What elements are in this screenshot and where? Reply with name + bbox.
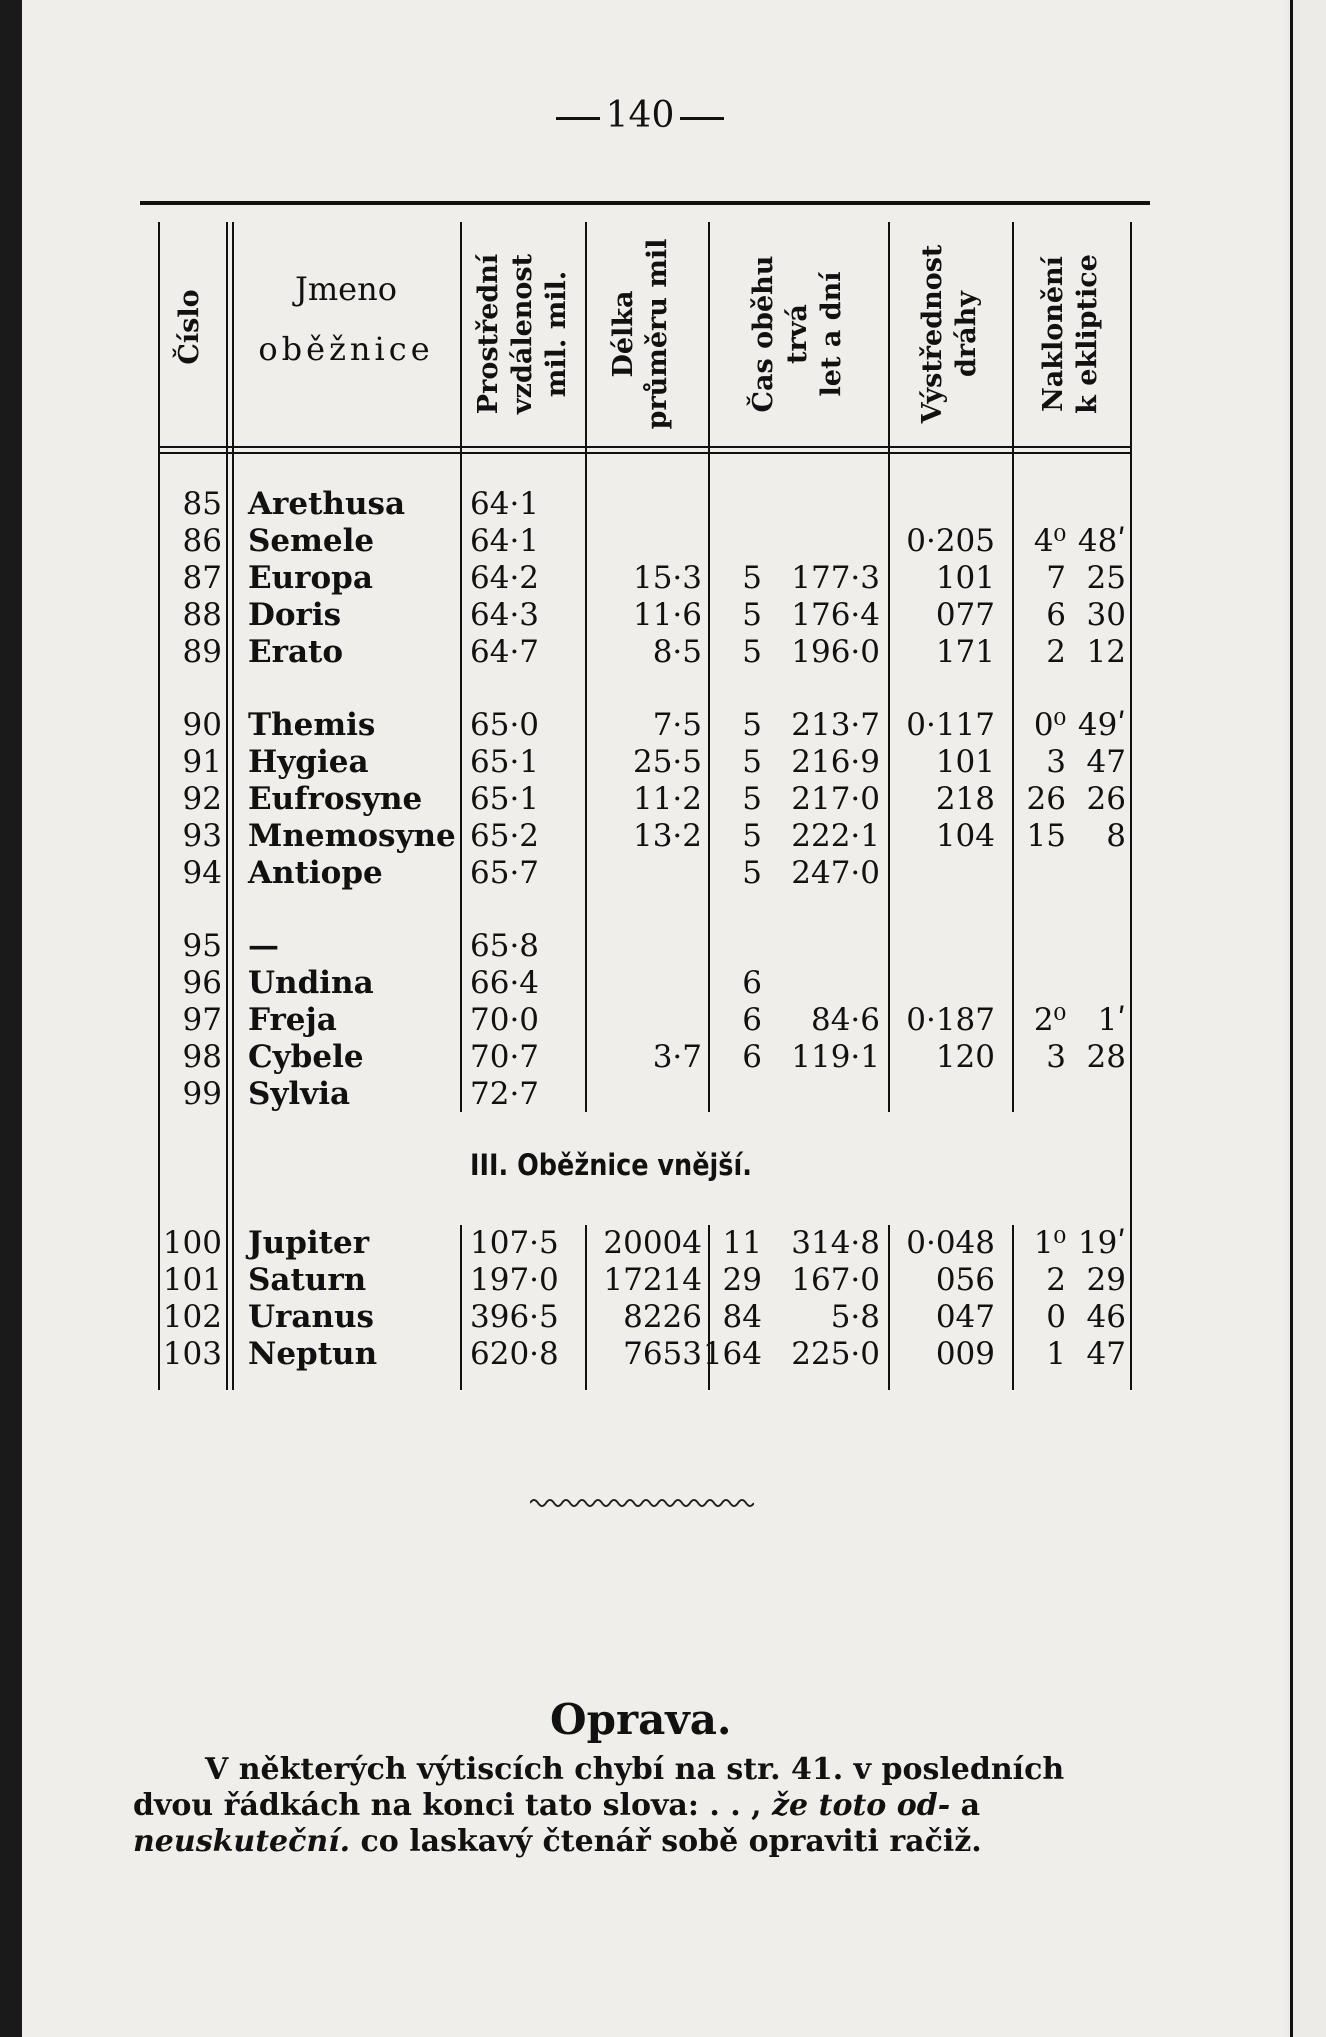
table-row bbox=[0, 818, 1140, 855]
cell-name: Cybele bbox=[248, 1039, 364, 1075]
cell-dist: 64·7 bbox=[470, 634, 540, 670]
cell-incl-deg: 15 bbox=[1026, 818, 1066, 854]
header-cas-3: let a dní bbox=[816, 271, 847, 397]
oprava-line-2 bbox=[133, 1788, 980, 1823]
cell-incl-deg: 3 bbox=[1046, 744, 1066, 780]
cell-ecc: 104 bbox=[935, 818, 995, 854]
cell-dist: 620·8 bbox=[470, 1336, 559, 1372]
oprava-line-2b: že toto od- bbox=[772, 1788, 951, 1823]
header-vystrednost bbox=[916, 229, 984, 439]
cell-no: 90 bbox=[182, 707, 222, 743]
cell-diam: 15·3 bbox=[632, 560, 702, 596]
cell-days: 247·0 bbox=[791, 855, 880, 891]
header-cas-2: trvá bbox=[782, 304, 813, 364]
table-row bbox=[0, 1336, 1140, 1373]
cell-name: Eufrosyne bbox=[248, 781, 423, 817]
table-row bbox=[0, 1039, 1140, 1076]
cell-years: 5 bbox=[742, 744, 762, 780]
cell-diam: 25·5 bbox=[632, 744, 702, 780]
page-number-text: 140 bbox=[605, 95, 675, 136]
cell-ecc: 009 bbox=[935, 1336, 995, 1372]
cell-incl-min: 26 bbox=[1086, 781, 1126, 817]
cell-ecc: 047 bbox=[935, 1299, 995, 1335]
cell-days: 5·8 bbox=[830, 1299, 880, 1335]
cell-years: 5 bbox=[742, 597, 762, 633]
cell-ecc: 056 bbox=[935, 1262, 995, 1298]
cell-years: 6 bbox=[742, 1039, 762, 1075]
cell-name: Undina bbox=[248, 965, 374, 1001]
cell-incl-deg: 2 bbox=[1046, 634, 1066, 670]
cell-dist: 65·1 bbox=[470, 744, 540, 780]
cell-incl-deg: 0 bbox=[1046, 1299, 1066, 1335]
page-binding-line bbox=[1290, 0, 1293, 2037]
table-row bbox=[0, 855, 1140, 892]
header-naklon-1: Naklonění bbox=[1038, 256, 1069, 412]
header-vystrednost-2: dráhy bbox=[951, 291, 982, 377]
cell-days: 213·7 bbox=[791, 707, 880, 743]
cell-days: 314·8 bbox=[791, 1225, 880, 1261]
header-vzdalenost-2: vzdálenost bbox=[507, 253, 538, 415]
cell-incl-deg: 7 bbox=[1046, 560, 1066, 596]
table-row bbox=[0, 928, 1140, 965]
cell-name: Themis bbox=[248, 707, 376, 743]
cell-no: 103 bbox=[162, 1336, 222, 1372]
cell-dist: 107·5 bbox=[470, 1225, 559, 1261]
cell-incl-min: 49ʹ bbox=[1077, 707, 1126, 743]
header-delka-2: průměru mil bbox=[642, 238, 673, 430]
cell-diam: 7·5 bbox=[652, 707, 702, 743]
cell-incl-deg: 0⁰ bbox=[1033, 707, 1066, 743]
cell-dist: 64·2 bbox=[470, 560, 540, 596]
header-delka-1: Délka bbox=[608, 290, 639, 378]
table-row bbox=[0, 781, 1140, 818]
cell-years: 84 bbox=[722, 1299, 762, 1335]
cell-diam: 11·2 bbox=[632, 781, 702, 817]
cell-ecc: 101 bbox=[935, 560, 995, 596]
cell-no: 99 bbox=[182, 1076, 222, 1112]
oprava-line-1: V některých výtiscích chybí na str. 41. v posledních bbox=[205, 1752, 1065, 1787]
cell-no: 86 bbox=[182, 523, 222, 559]
header-vzdalenost-1: Prostřední bbox=[473, 253, 504, 415]
header-jmeno-2: oběžnice bbox=[258, 330, 434, 368]
cell-years: 5 bbox=[742, 781, 762, 817]
cell-dist: 197·0 bbox=[470, 1262, 559, 1298]
table-row bbox=[0, 1002, 1140, 1039]
cell-diam: 17214 bbox=[603, 1262, 702, 1298]
header-cas-1: Čas oběhu bbox=[748, 255, 779, 413]
cell-days: 222·1 bbox=[791, 818, 880, 854]
cell-days: 217·0 bbox=[791, 781, 880, 817]
table-row bbox=[0, 634, 1140, 671]
cell-diam: 20004 bbox=[603, 1225, 702, 1261]
cell-incl-min: 8 bbox=[1106, 818, 1126, 854]
oprava-line-2c: a bbox=[950, 1788, 981, 1823]
header-vzdalenost bbox=[472, 229, 574, 439]
table-row bbox=[0, 965, 1140, 1002]
cell-diam: 13·2 bbox=[632, 818, 702, 854]
cell-no: 93 bbox=[182, 818, 222, 854]
cell-dist: 65·8 bbox=[470, 928, 540, 964]
cell-years: 5 bbox=[742, 707, 762, 743]
table-row bbox=[0, 1225, 1140, 1262]
cell-diam: 7653 bbox=[623, 1336, 702, 1372]
header-jmeno bbox=[236, 270, 456, 368]
table-row bbox=[0, 560, 1140, 597]
cell-name: Hygiea bbox=[248, 744, 369, 780]
cell-incl-deg: 2 bbox=[1046, 1262, 1066, 1298]
top-rule bbox=[140, 201, 1150, 205]
header-cislo bbox=[173, 237, 207, 417]
cell-name: Saturn bbox=[248, 1262, 367, 1298]
cell-dist: 396·5 bbox=[470, 1299, 559, 1335]
oprava-line-3a: neuskuteční. bbox=[133, 1824, 351, 1859]
cell-name: Uranus bbox=[248, 1299, 374, 1335]
cell-ecc: 0·205 bbox=[906, 523, 995, 559]
section-title: III. Oběžnice vnější. bbox=[470, 1148, 752, 1182]
cell-ecc: 120 bbox=[935, 1039, 995, 1075]
header-rule-2 bbox=[158, 452, 1130, 454]
cell-ecc: 077 bbox=[935, 597, 995, 633]
cell-diam: 3·7 bbox=[652, 1039, 702, 1075]
cell-incl-min: 29 bbox=[1086, 1262, 1126, 1298]
cell-days: 196·0 bbox=[791, 634, 880, 670]
header-naklon bbox=[1037, 229, 1105, 439]
cell-days: 84·6 bbox=[810, 1002, 880, 1038]
cell-years: 5 bbox=[742, 634, 762, 670]
dash-right bbox=[680, 117, 724, 120]
oprava-line-3b: co laskavý čtenář sobě opraviti račiž. bbox=[350, 1824, 982, 1859]
table-row bbox=[0, 523, 1140, 560]
cell-incl-deg: 2⁰ bbox=[1033, 1002, 1066, 1038]
oprava-title: Oprava. bbox=[550, 1695, 732, 1744]
cell-ecc: 0·048 bbox=[906, 1225, 995, 1261]
cell-dist: 65·2 bbox=[470, 818, 540, 854]
cell-name: Europa bbox=[248, 560, 373, 596]
cell-days: 225·0 bbox=[791, 1336, 880, 1372]
table-row bbox=[0, 744, 1140, 781]
cell-name: — bbox=[248, 928, 279, 964]
cell-incl-deg: 3 bbox=[1046, 1039, 1066, 1075]
table-row bbox=[0, 486, 1140, 523]
cell-no: 96 bbox=[182, 965, 222, 1001]
cell-no: 102 bbox=[162, 1299, 222, 1335]
cell-dist: 70·7 bbox=[470, 1039, 540, 1075]
dash-left bbox=[556, 117, 600, 120]
cell-incl-min: 46 bbox=[1086, 1299, 1126, 1335]
cell-dist: 64·1 bbox=[470, 523, 540, 559]
cell-years: 164 bbox=[702, 1336, 762, 1372]
table-row bbox=[0, 1076, 1140, 1113]
cell-incl-min: 30 bbox=[1086, 597, 1126, 633]
cell-diam: 8·5 bbox=[652, 634, 702, 670]
cell-dist: 65·0 bbox=[470, 707, 540, 743]
header-vzdalenost-3: mil. mil. bbox=[541, 270, 572, 398]
cell-incl-min: 47 bbox=[1086, 744, 1126, 780]
header-delka bbox=[607, 229, 675, 439]
cell-no: 92 bbox=[182, 781, 222, 817]
cell-incl-min: 47 bbox=[1086, 1336, 1126, 1372]
wavy-divider bbox=[530, 1496, 754, 1510]
cell-years: 29 bbox=[722, 1262, 762, 1298]
cell-incl-min: 28 bbox=[1086, 1039, 1126, 1075]
header-cas bbox=[747, 229, 849, 439]
cell-ecc: 0·187 bbox=[906, 1002, 995, 1038]
cell-name: Arethusa bbox=[248, 486, 406, 522]
cell-years: 5 bbox=[742, 818, 762, 854]
cell-dist: 64·1 bbox=[470, 486, 540, 522]
cell-years: 5 bbox=[742, 855, 762, 891]
oprava-line-2a: dvou řádkách na konci tato slova: . . , bbox=[133, 1788, 773, 1823]
cell-days: 176·4 bbox=[791, 597, 880, 633]
cell-name: Mnemosyne bbox=[248, 818, 456, 854]
cell-name: Erato bbox=[248, 634, 344, 670]
cell-ecc: 101 bbox=[935, 744, 995, 780]
header-rule bbox=[158, 446, 1130, 448]
cell-incl-deg: 6 bbox=[1046, 597, 1066, 633]
cell-name: Sylvia bbox=[248, 1076, 351, 1112]
oprava-line-3 bbox=[133, 1824, 982, 1859]
cell-no: 89 bbox=[182, 634, 222, 670]
cell-no: 85 bbox=[182, 486, 222, 522]
cell-dist: 70·0 bbox=[470, 1002, 540, 1038]
table-row bbox=[0, 1262, 1140, 1299]
cell-days: 167·0 bbox=[791, 1262, 880, 1298]
cell-no: 98 bbox=[182, 1039, 222, 1075]
header-vystrednost-1: Výstřednost bbox=[917, 244, 948, 424]
cell-days: 119·1 bbox=[791, 1039, 880, 1075]
cell-incl-min: 12 bbox=[1086, 634, 1126, 670]
cell-no: 95 bbox=[182, 928, 222, 964]
cell-dist: 65·7 bbox=[470, 855, 540, 891]
cell-years: 6 bbox=[742, 965, 762, 1001]
cell-dist: 72·7 bbox=[470, 1076, 540, 1112]
cell-no: 101 bbox=[162, 1262, 222, 1298]
cell-name: Semele bbox=[248, 523, 375, 559]
cell-years: 6 bbox=[742, 1002, 762, 1038]
cell-name: Freja bbox=[248, 1002, 337, 1038]
cell-ecc: 218 bbox=[935, 781, 995, 817]
cell-years: 11 bbox=[722, 1225, 762, 1261]
cell-dist: 65·1 bbox=[470, 781, 540, 817]
cell-days: 216·9 bbox=[791, 744, 880, 780]
cell-days: 177·3 bbox=[791, 560, 880, 596]
cell-ecc: 171 bbox=[935, 634, 995, 670]
table-row bbox=[0, 707, 1140, 744]
cell-dist: 66·4 bbox=[470, 965, 540, 1001]
cell-name: Neptun bbox=[248, 1336, 378, 1372]
cell-incl-min: 19ʹ bbox=[1077, 1225, 1126, 1261]
cell-ecc: 0·117 bbox=[906, 707, 995, 743]
cell-no: 97 bbox=[182, 1002, 222, 1038]
cell-incl-deg: 1 bbox=[1046, 1336, 1066, 1372]
cell-incl-deg: 1⁰ bbox=[1033, 1225, 1066, 1261]
cell-no: 88 bbox=[182, 597, 222, 633]
table-row bbox=[0, 597, 1140, 634]
cell-no: 94 bbox=[182, 855, 222, 891]
cell-no: 100 bbox=[162, 1225, 222, 1261]
cell-incl-min: 1ʹ bbox=[1097, 1002, 1126, 1038]
header-naklon-2: k ekliptice bbox=[1072, 254, 1103, 414]
cell-no: 87 bbox=[182, 560, 222, 596]
cell-years: 5 bbox=[742, 560, 762, 596]
cell-incl-min: 25 bbox=[1086, 560, 1126, 596]
page-number bbox=[540, 95, 740, 136]
cell-name: Antiope bbox=[248, 855, 383, 891]
header-cislo-text: Číslo bbox=[174, 289, 205, 365]
cell-name: Jupiter bbox=[248, 1225, 370, 1261]
cell-incl-deg: 4⁰ bbox=[1033, 523, 1066, 559]
table-row bbox=[0, 1299, 1140, 1336]
cell-incl-deg: 26 bbox=[1026, 781, 1066, 817]
cell-no: 91 bbox=[182, 744, 222, 780]
header-jmeno-1: Jmeno bbox=[295, 270, 397, 308]
cell-diam: 11·6 bbox=[632, 597, 702, 633]
cell-name: Doris bbox=[248, 597, 342, 633]
cell-incl-min: 48ʹ bbox=[1077, 523, 1126, 559]
cell-dist: 64·3 bbox=[470, 597, 540, 633]
cell-diam: 8226 bbox=[623, 1299, 702, 1335]
